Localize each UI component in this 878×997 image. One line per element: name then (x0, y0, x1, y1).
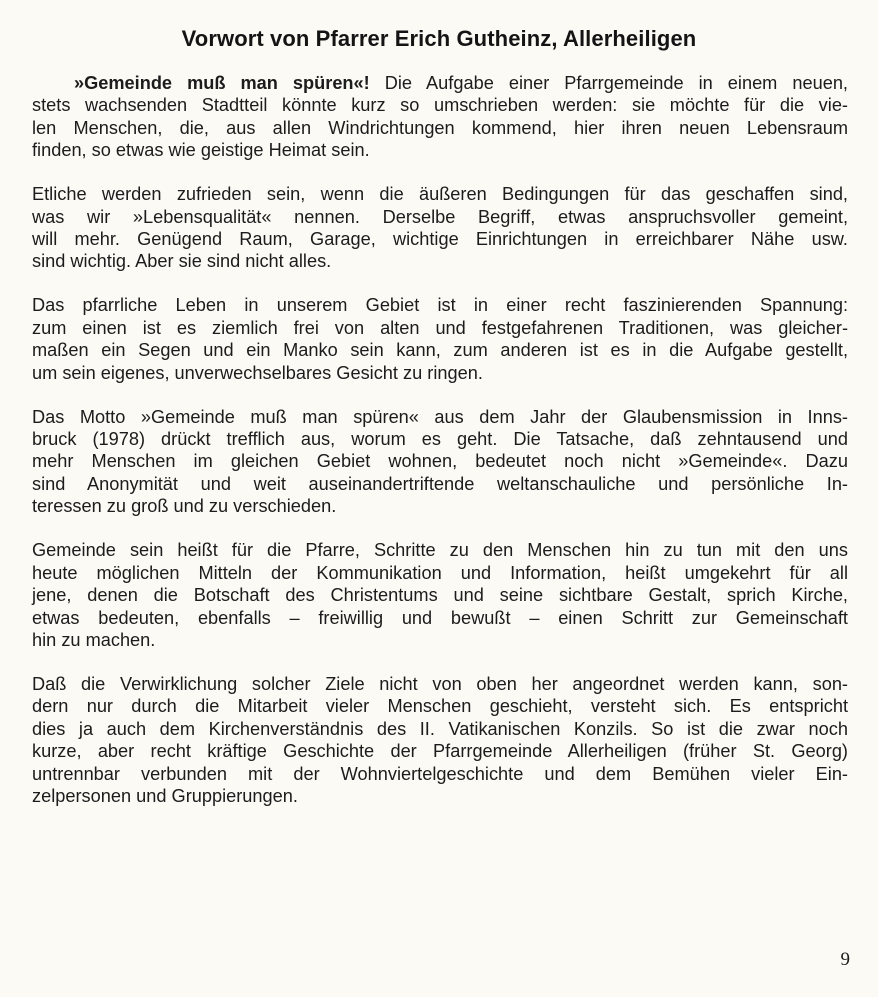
text-line: mehr Menschen im gleichen Gebiet wohnen, bedeutet noch nicht »Gemeinde«. Dazu (32, 451, 848, 472)
text-line: finden, so etwas wie geistige Heimat sein. (32, 140, 370, 161)
paragraph-3 (32, 294, 848, 384)
text-line: untrennbar verbunden mit der Wohnviertelgeschichte und dem Bemühen vieler Ein- (32, 763, 848, 784)
text-line: teressen zu groß und zu verschieden. (32, 496, 337, 517)
text-line: stets wachsenden Stadtteil könnte kurz so umschrieben werden: sie möchte für die vie- (32, 95, 848, 116)
paragraph-6 (32, 673, 848, 807)
paragraph-2 (32, 183, 848, 273)
text-line: sind Anonymität und weit auseinandertriftende weltanschauliche und persönliche In- (32, 473, 848, 494)
text-line: Gemeinde sein heißt für die Pfarre, Schritte zu den Menschen hin zu tun mit den uns (32, 540, 848, 561)
text-line: Daß die Verwirklichung solcher Ziele nicht von oben her angeordnet werden kann, son- (32, 673, 848, 694)
text-line: bruck (1978) drückt trefflich aus, worum es geht. Die Tatsache, daß zehntausend und (32, 429, 848, 450)
lead-phrase: »Gemeinde muß man spüren«! (74, 73, 370, 93)
paragraph-1 (32, 72, 848, 162)
paragraph-4 (32, 406, 848, 518)
text-line: heute möglichen Mitteln der Kommunikation und Information, heißt umgekehrt für all (32, 562, 848, 583)
text-line: maßen ein Segen und ein Manko sein kann, zum anderen ist es in die Aufgabe gestellt, (32, 340, 848, 361)
body-text (32, 72, 848, 829)
text-line: sind wichtig. Aber sie sind nicht alles. (32, 251, 332, 272)
text-line: dies ja auch dem Kirchenverständnis des II. Vatikanischen Konzils. So ist die zwar noch (32, 718, 848, 739)
text-line: zum einen ist es ziemlich frei von alten und festgefahrenen Traditionen, was gleicher- (32, 317, 848, 338)
text-line: was wir »Lebensqualität« nennen. Derselbe Begriff, etwas anspruchsvoller gemeint, (32, 206, 848, 227)
text-line: len Menschen, die, aus allen Windrichtungen kommend, hier ihren neuen Lebensraum (32, 117, 848, 138)
text-line: jene, denen die Botschaft des Christentums und seine sichtbare Gestalt, sprich Kirche, (32, 585, 848, 606)
paragraph-5 (32, 539, 848, 651)
text-line (32, 72, 848, 94)
text-line: zelpersonen und Gruppierungen. (32, 785, 298, 806)
text-line: kurze, aber recht kräftige Geschichte der Pfarrgemeinde Allerheiligen (früher St. Georg) (32, 741, 848, 762)
page-title: Vorwort von Pfarrer Erich Gutheinz, Allerheiligen (181, 26, 697, 51)
text-line: etwas bedeuten, ebenfalls – freiwillig und bewußt – einen Schritt zur Gemeinschaft (32, 607, 848, 628)
text-line: um sein eigenes, unverwechselbares Gesicht zu ringen. (32, 362, 483, 383)
page-number: 9 (840, 949, 850, 970)
text-line: hin zu machen. (32, 629, 156, 650)
text-line: dern nur durch die Mitarbeit vieler Menschen geschieht, versteht sich. Es entspricht (32, 696, 848, 717)
text-line: Das pfarrliche Leben in unserem Gebiet ist in einer recht faszinierenden Spannung: (32, 295, 848, 316)
text-line-content: Die Aufgabe einer Pfarrgemeinde in einem neuen, (369, 73, 848, 93)
text-line: Das Motto »Gemeinde muß man spüren« aus dem Jahr der Glaubensmission in Inns- (32, 406, 848, 427)
text-line: will mehr. Genügend Raum, Garage, wichtige Einrichtungen in erreichbarer Nähe usw. (32, 229, 848, 250)
text-line: Etliche werden zufrieden sein, wenn die äußeren Bedingungen für das geschaffen sind, (32, 184, 848, 205)
